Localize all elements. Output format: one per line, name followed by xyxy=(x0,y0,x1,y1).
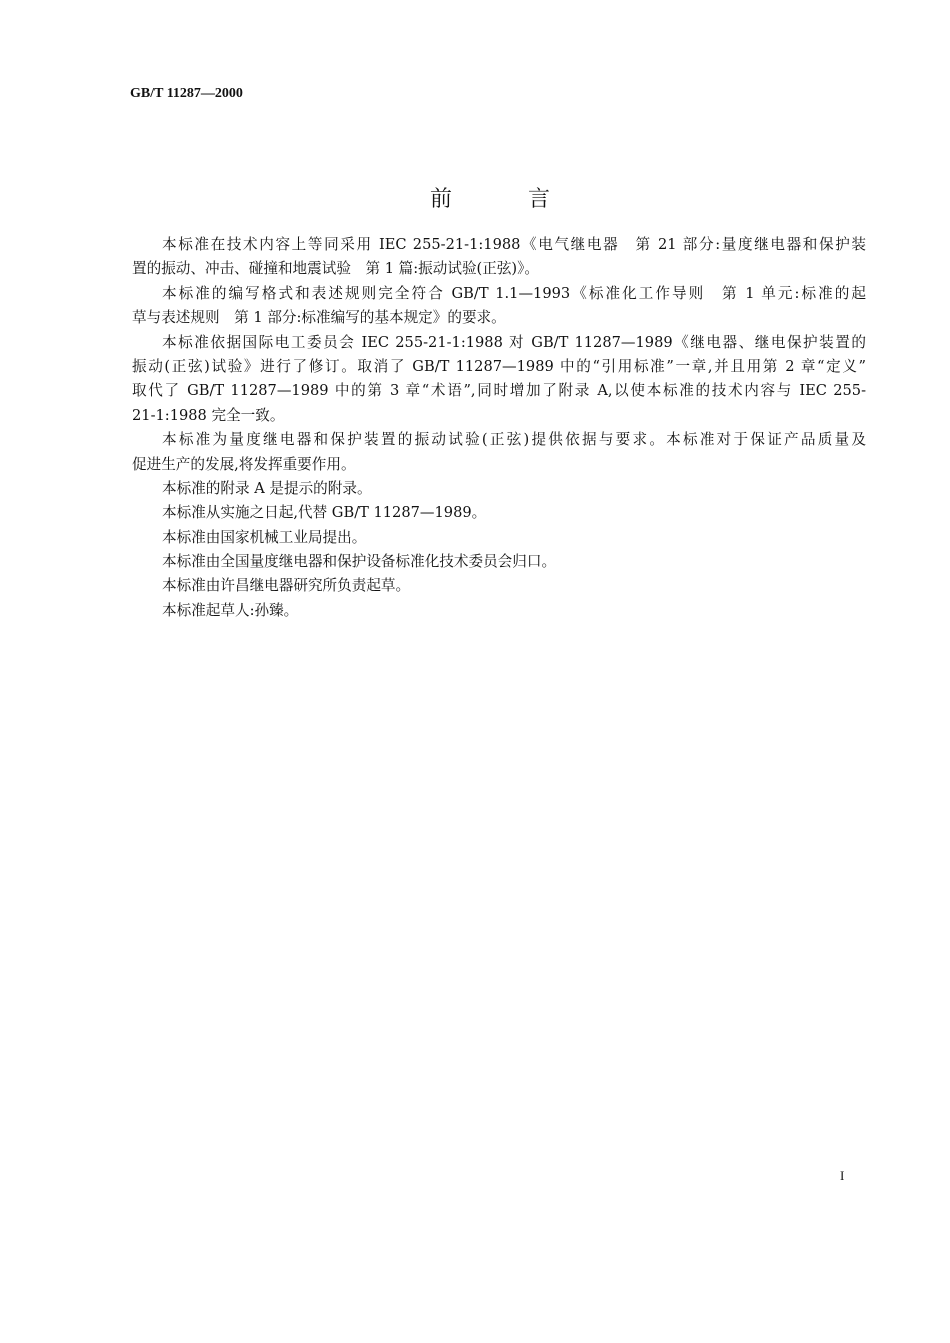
paragraph-line: 本标准的附录 A 是提示的附录。 xyxy=(162,479,372,497)
paragraph-line: 置的振动、冲击、碰撞和地震试验 第 1 篇:振动试验(正弦)》。 xyxy=(132,260,540,278)
paragraph xyxy=(132,599,866,623)
foreword-body xyxy=(132,233,866,623)
paragraph-line: 本标准为量度继电器和保护装置的振动试验(正弦)提供依据与要求。本标准对于保证产品质量及 xyxy=(162,431,866,449)
paragraph xyxy=(132,526,866,550)
paragraph-line: 本标准从实施之日起,代替 GB/T 11287—1989。 xyxy=(162,504,487,522)
paragraph-line: 促进生产的发展,将发挥重要作用。 xyxy=(132,455,356,473)
paragraph-line: 本标准依据国际电工委员会 IEC 255-21-1:1988 对 GB/T 11287—1989《继电器、继电保护装置的 xyxy=(162,333,866,351)
paragraph xyxy=(132,331,866,429)
paragraph xyxy=(132,233,866,282)
paragraph xyxy=(132,501,866,525)
page-number: I xyxy=(840,1168,845,1183)
title-char: 前 xyxy=(429,187,452,212)
paragraph xyxy=(132,574,866,598)
paragraph-line: 本标准在技术内容上等同采用 IEC 255-21-1:1988《电气继电器 第 21 部分:量度继电器和保护装 xyxy=(162,236,866,253)
paragraph-line: 本标准起草人:孙臻。 xyxy=(162,601,299,619)
page-title xyxy=(0,182,950,213)
paragraph-line: 21-1:1988 完全一致。 xyxy=(132,406,285,424)
paragraph xyxy=(132,477,866,501)
paragraph-line: 本标准由全国量度继电器和保护设备标准化技术委员会归口。 xyxy=(162,553,557,571)
paragraph-line: 本标准由国家机械工业局提出。 xyxy=(162,528,367,546)
paragraph-line: 振动(正弦)试验》进行了修订。取消了 GB/T 11287—1989 中的“引用标准”一章,并且用第 2 章“定义” xyxy=(132,357,866,375)
paragraph-line: 草与表述规则 第 1 部分:标准编写的基本规定》的要求。 xyxy=(132,309,506,327)
standard-number-header: GB/T 11287—2000 xyxy=(130,86,243,101)
paragraph-line: 本标准由许昌继电器研究所负责起草。 xyxy=(162,577,411,595)
paragraph-line: 取代了 GB/T 11287—1989 中的第 3 章“术语”,同时增加了附录 A,以使本标准的技术内容与 IEC 255- xyxy=(132,382,866,400)
paragraph xyxy=(132,282,866,331)
paragraph-line: 本标准的编写格式和表述规则完全符合 GB/T 1.1—1993《标准化工作导则 第 1 单元:标准的起 xyxy=(162,284,866,302)
title-char: 言 xyxy=(528,187,551,212)
paragraph xyxy=(132,550,866,574)
paragraph xyxy=(132,428,866,477)
